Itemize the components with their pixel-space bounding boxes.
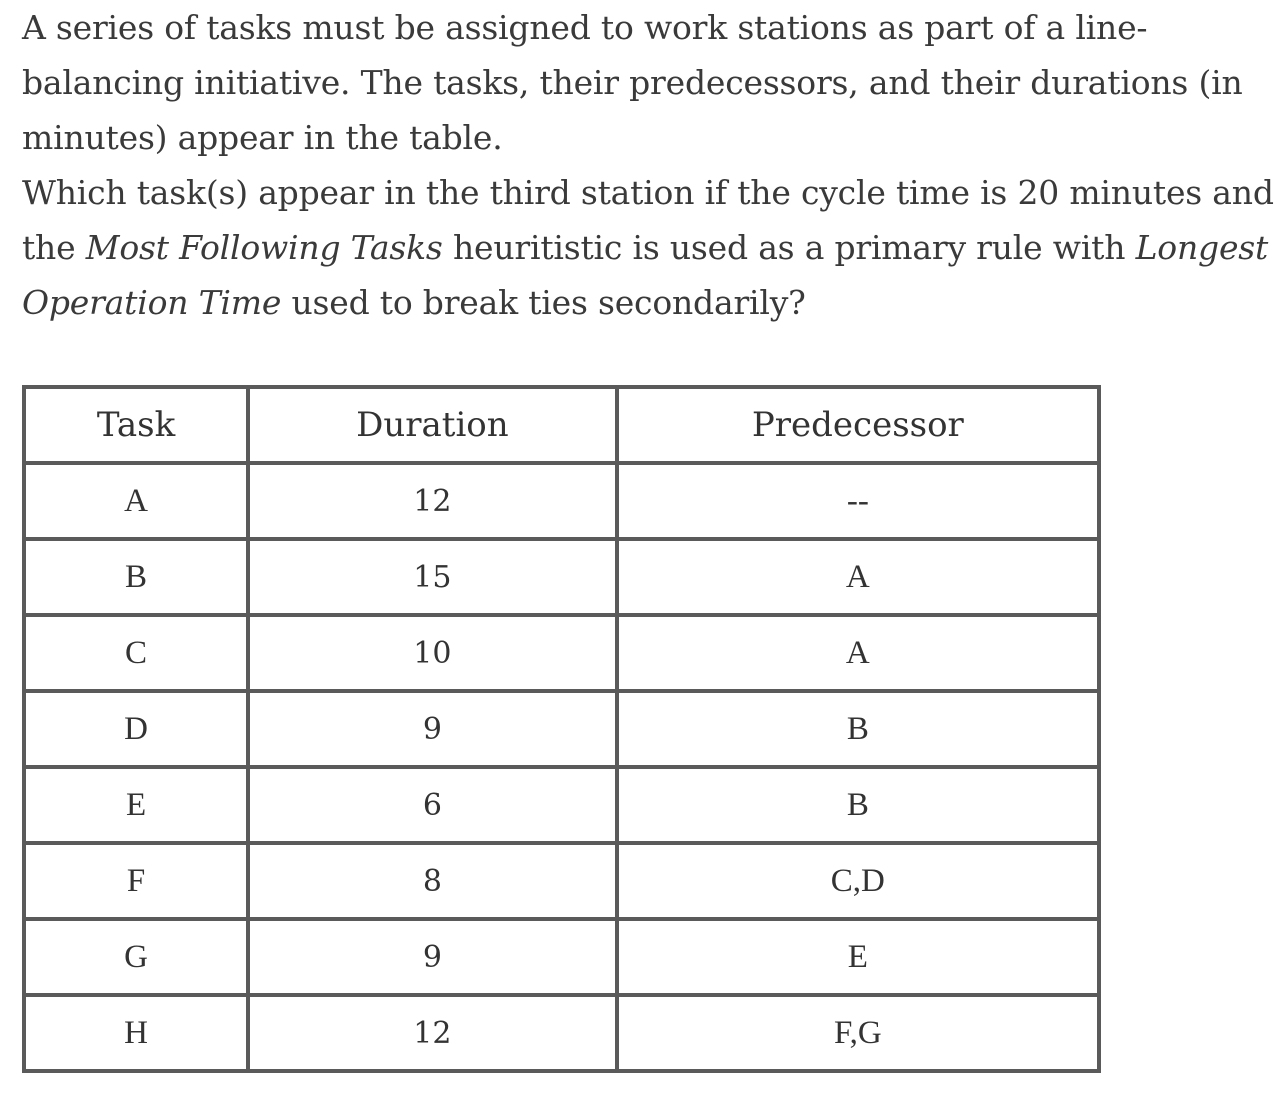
predecessor-cell: B (617, 691, 1099, 767)
predecessor-cell: -- (617, 463, 1099, 539)
predecessor-cell: F,G (617, 995, 1099, 1071)
question-intro: A series of tasks must be assigned to work stations as part of a line-balancing initiative. The tasks, their predecessors, and their durations (in minutes) appear in the table. (22, 8, 1243, 157)
table-row (24, 463, 1099, 539)
question-prompt (22, 165, 1277, 330)
table-row (24, 691, 1099, 767)
task-cell: D (24, 691, 248, 767)
predecessor-cell: B (617, 767, 1099, 843)
duration-cell: 15 (248, 539, 617, 615)
table-row (24, 767, 1099, 843)
question-prompt-part3: used to break ties secondarily? (281, 283, 806, 322)
predecessor-cell: E (617, 919, 1099, 995)
table-row (24, 615, 1099, 691)
task-cell: F (24, 843, 248, 919)
task-cell: E (24, 767, 248, 843)
task-cell: A (24, 463, 248, 539)
duration-cell: 9 (248, 919, 617, 995)
predecessor-cell: A (617, 539, 1099, 615)
duration-cell: 10 (248, 615, 617, 691)
predecessor-cell: A (617, 615, 1099, 691)
task-cell: C (24, 615, 248, 691)
duration-cell: 12 (248, 463, 617, 539)
duration-cell: 12 (248, 995, 617, 1071)
question-prompt-part2: heuritistic is used as a primary rule with (442, 228, 1136, 267)
task-cell: G (24, 919, 248, 995)
table-row (24, 919, 1099, 995)
header-duration: Duration (248, 387, 617, 463)
duration-cell: 9 (248, 691, 617, 767)
primary-rule-name: Most Following Tasks (85, 228, 443, 267)
task-cell: H (24, 995, 248, 1071)
table-header-row (24, 387, 1099, 463)
header-task: Task (24, 387, 248, 463)
task-table (22, 385, 1101, 1073)
question-prompt-part1: Which task(s) appear in the third station if the cycle time is 20 minutes and the (22, 173, 1274, 267)
header-predecessor: Predecessor (617, 387, 1099, 463)
table-row (24, 995, 1099, 1071)
duration-cell: 6 (248, 767, 617, 843)
predecessor-cell: C,D (617, 843, 1099, 919)
table-row (24, 843, 1099, 919)
tiebreak-rule-name: Longest Operation Time (22, 228, 1269, 322)
task-cell: B (24, 539, 248, 615)
question-text (22, 0, 1277, 330)
table-row (24, 539, 1099, 615)
duration-cell: 8 (248, 843, 617, 919)
